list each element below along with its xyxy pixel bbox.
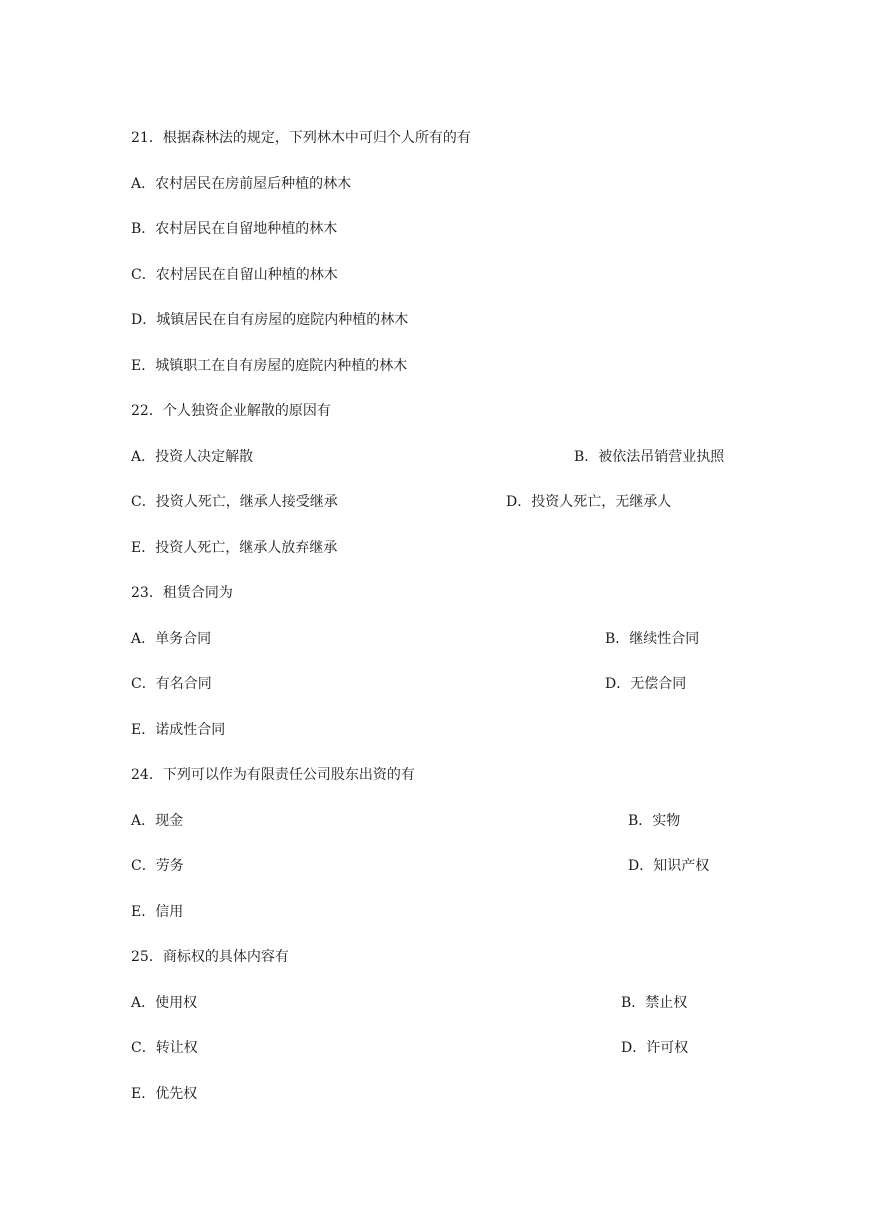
question-23-option-d: D．无偿合同 <box>605 676 687 692</box>
question-21-option-e: E．城镇职工在自有房屋的庭院内种植的林木 <box>131 358 408 374</box>
question-25-option-b: B．禁止权 <box>621 995 688 1011</box>
question-25-stem: 25．商标权的具体内容有 <box>131 949 289 965</box>
question-23-option-b: B．继续性合同 <box>605 631 700 647</box>
question-24-option-d: D．知识产权 <box>628 858 710 874</box>
question-22-option-c: C．投资人死亡，继承人接受继承 <box>131 494 338 510</box>
question-24-option-a: A．现金 <box>131 813 184 829</box>
question-23-option-a: A．单务合同 <box>131 631 212 647</box>
question-23-option-e: E．诺成性合同 <box>131 722 226 738</box>
question-21-option-a: A．农村居民在房前屋后种植的林木 <box>131 176 352 192</box>
question-24-option-e: E．信用 <box>131 904 184 920</box>
question-22-option-a: A．投资人决定解散 <box>131 449 254 465</box>
question-23-option-c: C．有名合同 <box>131 676 212 692</box>
question-25-option-d: D．许可权 <box>621 1040 689 1056</box>
question-21-stem: 21．根据森林法的规定，下列林木中可归个人所有的有 <box>131 130 471 146</box>
question-21-option-c: C．农村居民在自留山种植的林木 <box>131 267 338 283</box>
question-22-option-d: D．投资人死亡，无继承人 <box>506 494 672 510</box>
question-22-option-e: E．投资人死亡，继承人放弃继承 <box>131 540 338 556</box>
question-24-option-b: B．实物 <box>628 813 681 829</box>
question-25-option-c: C．转让权 <box>131 1040 198 1056</box>
question-21-option-b: B．农村居民在自留地种植的林木 <box>131 221 338 237</box>
question-24-stem: 24．下列可以作为有限责任公司股东出资的有 <box>131 767 415 783</box>
question-22-option-b: B．被依法吊销营业执照 <box>574 449 725 465</box>
question-21-option-d: D．城镇居民在自有房屋的庭院内种植的林木 <box>131 312 409 328</box>
question-25-option-e: E．优先权 <box>131 1086 198 1102</box>
question-23-stem: 23．租赁合同为 <box>131 585 233 601</box>
question-25-option-a: A．使用权 <box>131 995 198 1011</box>
question-24-option-c: C．劳务 <box>131 858 184 874</box>
question-22-stem: 22．个人独资企业解散的原因有 <box>131 403 331 419</box>
